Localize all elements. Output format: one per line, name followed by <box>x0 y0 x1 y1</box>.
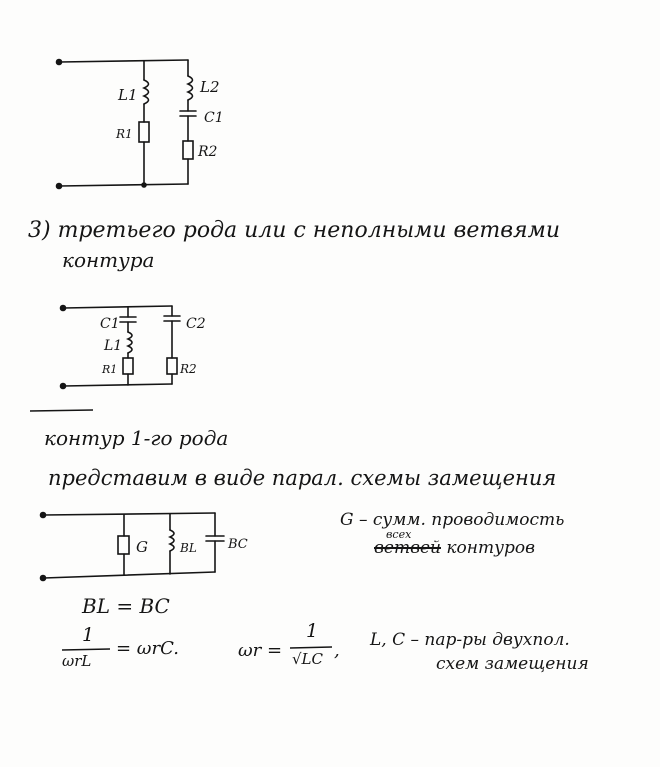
terminal-bottom-3 <box>41 576 46 581</box>
resonance-denominator: ωrL <box>62 652 92 670</box>
terminal-top-3 <box>41 513 46 518</box>
label-G: G <box>136 538 148 556</box>
inductor-BL <box>170 530 174 551</box>
section-subtitle: представим в виде парал. схемы замещения <box>48 466 557 490</box>
label-R1: R1 <box>116 127 133 141</box>
omega-numerator: 1 <box>306 620 319 642</box>
wire-bottom-1 <box>60 184 188 186</box>
terminal-bottom-2 <box>61 384 66 389</box>
label-C1: C1 <box>204 110 224 126</box>
note-inserted-word: всех <box>386 528 412 541</box>
heading-3-line2: контура <box>62 248 155 272</box>
label-C2: C2 <box>186 316 206 332</box>
inductor-L2 <box>188 76 193 100</box>
capacitor-C2 <box>164 316 180 321</box>
wire-bottom-3 <box>44 572 215 578</box>
label-C1-b: C1 <box>100 316 120 332</box>
terminal-top-1 <box>57 60 62 65</box>
inductor-L1 <box>144 80 149 104</box>
label-BL: BL <box>180 541 197 555</box>
note-line2 <box>374 538 535 558</box>
capacitor-C1 <box>180 111 196 116</box>
inductor-L1-b <box>128 332 132 353</box>
label-BC: BC <box>228 537 248 552</box>
resistor-R2 <box>183 141 193 159</box>
conductance-G <box>118 536 129 554</box>
capacitor-C1-b <box>120 317 136 322</box>
resistor-R2-b <box>167 358 177 374</box>
capacitor-BC <box>206 536 224 541</box>
terminal-top-2 <box>61 306 66 311</box>
wire-top-1 <box>60 60 188 62</box>
heading-3-line1: 3) третьего рода или с неполными ветвями <box>28 218 560 243</box>
omega-denominator: √LC <box>292 650 323 668</box>
terminal-bottom-1 <box>57 184 62 189</box>
resonance-rhs: = ωrC. <box>116 638 179 659</box>
label-R2: R2 <box>198 144 218 160</box>
params-line1: L, C – пар-ры двухпол. <box>370 630 570 650</box>
wire-top-3 <box>44 513 215 515</box>
label-L1: L1 <box>118 86 138 104</box>
resistor-R1 <box>139 122 149 142</box>
resonance-numerator: 1 <box>82 624 95 646</box>
label-L2: L2 <box>200 78 220 96</box>
label-R2-b: R2 <box>180 362 197 376</box>
note-struck-word: ветвей <box>374 538 441 558</box>
wire-bottom-2 <box>64 384 172 386</box>
label-R1-b: R1 <box>102 363 118 376</box>
formula-equality: BL = BC <box>82 594 170 618</box>
note-end: контуров <box>446 538 535 558</box>
note-line1 <box>340 510 564 530</box>
junction-1 <box>142 183 146 187</box>
section-title: контур 1-го рода <box>44 426 229 450</box>
params-line2: схем замещения <box>436 654 589 674</box>
resistor-R1-b <box>123 358 133 374</box>
label-L1-b: L1 <box>104 338 123 354</box>
note-prefix: G – сумм. проводимость <box>340 510 565 530</box>
omega-comma: , <box>334 640 340 661</box>
omega-lhs: ωr = <box>238 640 283 661</box>
wire-top-2 <box>64 306 172 308</box>
